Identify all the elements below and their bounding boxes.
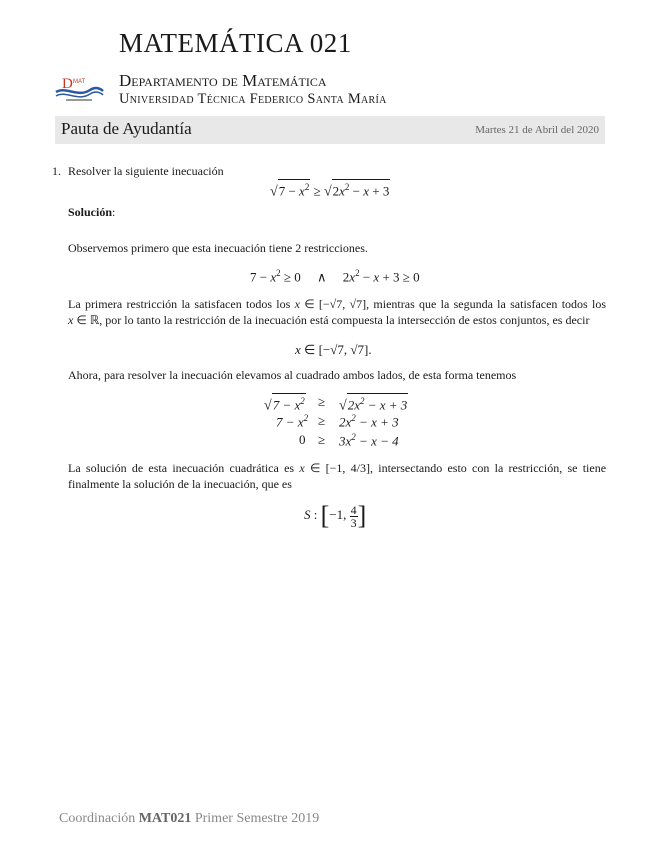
aligned-step-1-relation: ≥ xyxy=(318,394,326,409)
sheet-title: Pauta de Ayudantía xyxy=(61,119,192,138)
aligned-step-1: $√7 - x^2$ xyxy=(264,393,306,414)
final-solution: S : [−1, $\frac{4}{3}$ ] xyxy=(304,501,367,530)
page-footer xyxy=(59,811,319,827)
footer-course: MAT021 xyxy=(138,811,192,826)
aligned-step-2: $7 - x^2$ xyxy=(276,413,309,430)
aligned-step-1-rhs: $√2x^2 - x + 3$ xyxy=(339,393,408,414)
course-title: MATEMÁTICA 021 xyxy=(119,28,352,58)
final-paragraph: La solución de esta inecuación cuadrática es x ∈ [−1, 4/3], intersectando esto con la restricción, se tiene finalmente la solución de la inecuación, que es xyxy=(68,461,607,491)
restriction-paragraph: La primera restricción la satisfacen todos los x ∈ [−√7, √7], mientras que la segunda la satisfacen todos los x ∈ ℝ, por lo tanto la restricción de la inecuación está compuesta la intersección de estos conjuntos, es decir xyxy=(68,297,607,327)
aligned-step-2-rhs: $2x^2 - x + 3$ xyxy=(339,413,399,430)
main-inequation: $√7 - x^2 \ge √2x^2 - x + 3$ xyxy=(270,179,390,200)
footer-prefix: Coordinación xyxy=(59,811,136,826)
aligned-step-3-rhs: $3x^2 - x - 4$ xyxy=(339,432,399,449)
aligned-step-3-relation: ≥ xyxy=(318,432,326,447)
sheet-date: Martes 21 de Abril del 2020 xyxy=(475,124,599,136)
svg-text:D: D xyxy=(62,76,73,92)
problem-statement: Resolver la siguiente inecuación xyxy=(68,164,224,178)
solution-intro: Observemos primero que esta inecuación tiene 2 restricciones. xyxy=(68,241,368,255)
footer-term: Primer Semestre 2019 xyxy=(194,811,320,826)
problem-number: 1. xyxy=(52,164,61,178)
svg-text:MAT: MAT xyxy=(73,79,86,85)
square-paragraph: Ahora, para resolver la inecuación elevamos al cuadrado ambos lados, de esta forma tenemos xyxy=(68,368,517,382)
solution-label: Solución: xyxy=(68,205,116,219)
title-banner xyxy=(55,116,605,144)
university-name: Universidad Técnica Federico Santa María xyxy=(119,91,387,107)
restriction-set-formula: x ∈ [−√7, √7]. xyxy=(295,342,372,357)
department-name: Departamento de Matemática xyxy=(119,71,327,90)
department-logo xyxy=(54,74,104,104)
restrictions-formula: $7 - x^2 \ge 0$ ∧ $2x^2 - x + 3 \ge 0$ xyxy=(250,268,420,285)
aligned-step-3: 0 xyxy=(299,432,306,447)
aligned-step-2-relation: ≥ xyxy=(318,413,326,428)
